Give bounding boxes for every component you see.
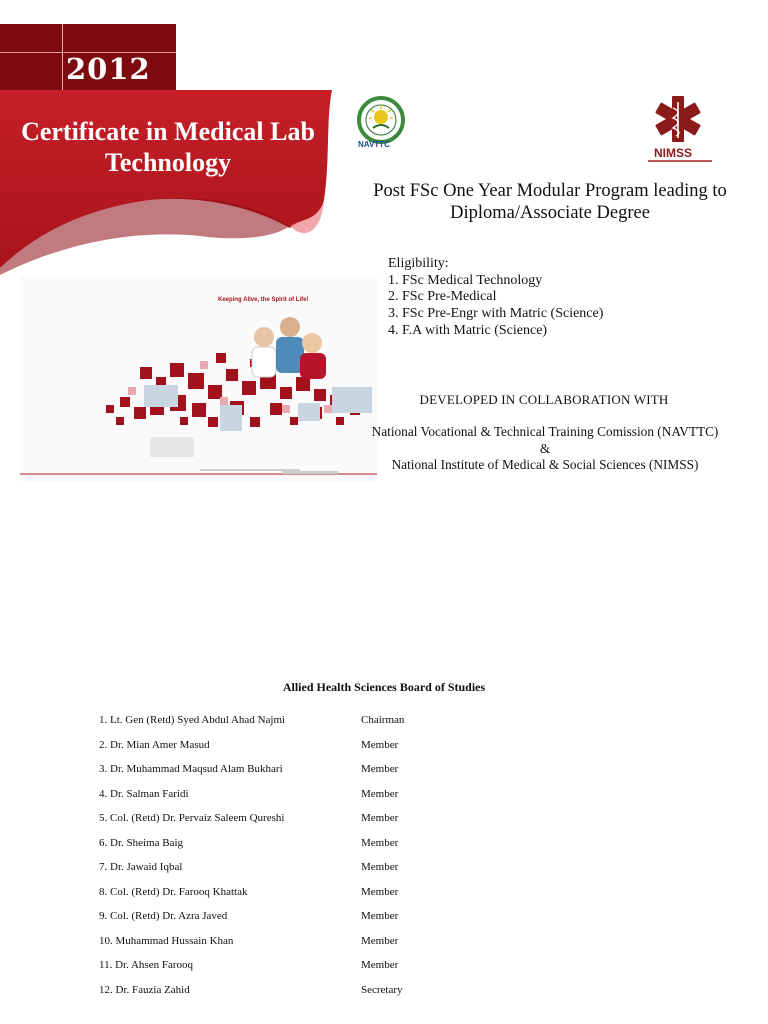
collaboration-partner-navttc: National Vocational & Technical Training Comission (NAVTTC) [371,424,719,439]
board-member-row [99,959,519,984]
eligibility-heading: Eligibility: [388,256,449,271]
member-role: Member [361,959,399,971]
program-description [350,180,750,224]
document-title-line-2: Technology [104,148,232,177]
member-role: Member [361,885,399,898]
member-name: 10. Muhammad Hussain Khan [99,934,234,947]
collaboration-partner-nimss: National Institute of Medical & Social Sciences (NIMSS) [391,457,699,472]
nimss-logo-text: NIMSS [654,146,693,160]
member-role: Secretary [361,983,403,996]
member-name: 5. Col. (Retd) Dr. Pervaiz Saleem Qureshi [99,812,285,824]
eligibility-item: 2. FSc Pre-Medical [388,289,497,305]
collaboration-heading: DEVELOPED IN COLLABORATION WITH [419,392,669,407]
eligibility-list [388,256,603,340]
collaboration-ampersand: & [539,440,551,456]
board-member-row [99,886,519,911]
navttc-logo-text: NAVTTC [358,140,390,149]
member-role: Member [361,934,399,947]
eligibility-item: 1. FSc Medical Technology [388,272,543,288]
board-member-row [99,714,519,739]
board-member-row [99,837,519,862]
member-role: Member [361,812,399,824]
board-member-row [99,984,519,1009]
member-name: 3. Dr. Muhammad Maqsud Alam Bukhari [99,763,283,775]
year-label: 2012 [66,52,151,86]
member-role: Member [361,738,399,751]
document-title [18,116,318,178]
member-role: Member [361,836,399,849]
member-role: Chairman [361,714,405,726]
collage-tagline: Keeping Alive, the Spirit of Life! [218,297,309,303]
member-name: 9. Col. (Retd) Dr. Azra Javed [99,910,228,922]
member-name: 8. Col. (Retd) Dr. Farooq Khattak [99,885,248,898]
member-name: 11. Dr. Ahsen Farooq [99,959,194,971]
member-role: Member [361,910,399,922]
member-name: 6. Dr. Sheima Baig [99,836,184,849]
board-title: Allied Health Sciences Board of Studies [282,680,486,694]
document-title-line-1: Certificate in Medical Lab [21,117,315,146]
program-line-2: Diploma/Associate Degree [450,203,650,223]
board-member-row [99,935,519,960]
collaboration-partners [368,424,722,474]
member-name: 1. Lt. Gen (Retd) Syed Abdul Ahad Najmi [99,714,286,726]
eligibility-item: 4. F.A with Matric (Science) [388,322,548,338]
board-member-row [99,763,519,788]
board-member-row [99,812,519,837]
medical-collage-image [20,277,377,482]
member-name: 12. Dr. Fauzia Zahid [99,983,190,996]
eligibility-item: 3. FSc Pre-Engr with Matric (Science) [388,306,604,322]
member-role: Member [361,787,399,800]
board-member-row [99,861,519,886]
program-line-1: Post FSc One Year Modular Program leading to [373,181,727,201]
board-member-list [99,714,519,1008]
collage-graphic [20,277,377,482]
member-name: 7. Dr. Jawaid Iqbal [99,861,183,873]
nimss-logo-underline [648,160,712,162]
board-member-row [99,910,519,935]
nimss-logo-icon [650,94,706,144]
member-role: Member [361,763,399,775]
member-role: Member [361,861,399,873]
year-block-vertical-line [62,24,63,90]
member-name: 4. Dr. Salman Faridi [99,787,189,800]
board-member-row [99,788,519,813]
board-member-row [99,739,519,764]
member-name: 2. Dr. Mian Amer Masud [99,738,210,751]
